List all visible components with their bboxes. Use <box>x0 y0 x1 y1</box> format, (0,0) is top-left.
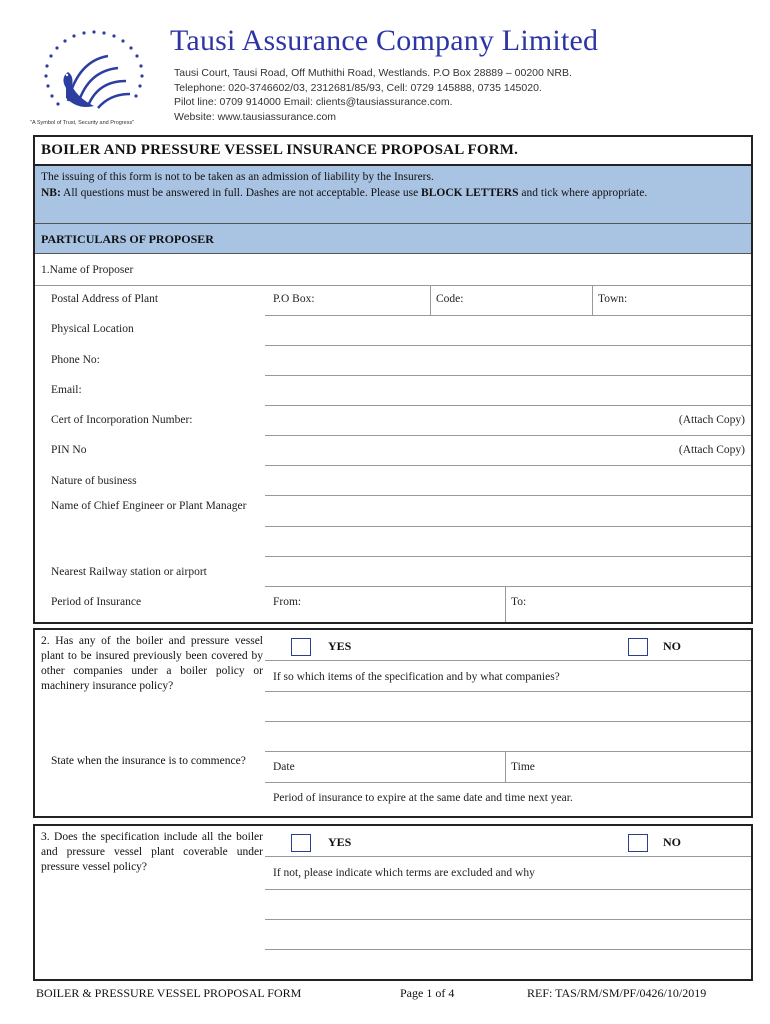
code-label: Code: <box>436 293 464 305</box>
name-label: 1.Name of Proposer <box>41 264 134 276</box>
section-title: PARTICULARS OF PROPOSER <box>35 224 751 254</box>
nb-label: NB: <box>41 187 61 199</box>
q3-input-line-3[interactable] <box>265 949 751 950</box>
q2-yes-label: YES <box>328 639 352 653</box>
letterhead <box>30 20 750 132</box>
q3-no-label: NO <box>663 835 681 849</box>
pin-input-line[interactable] <box>265 465 751 466</box>
peacock-logo-icon <box>38 26 150 126</box>
nature-input-line[interactable] <box>265 495 751 496</box>
question-2-section <box>33 628 753 818</box>
q3-yes-checkbox[interactable] <box>291 834 311 852</box>
railway-input-line[interactable] <box>265 586 751 587</box>
location-label: Physical Location <box>51 323 134 335</box>
question-3-section <box>33 824 753 981</box>
railway-label: Nearest Railway station or airport <box>51 566 207 578</box>
q2-text: 2. Has any of the boiler and pressure vessel plant to be insured previously been covered by other companies under a boiler policy or machinery insurance policy? <box>41 635 263 692</box>
location-input-line[interactable] <box>265 345 751 346</box>
chief-input-line-2[interactable] <box>265 556 751 557</box>
cert-input-line[interactable] <box>265 435 751 436</box>
chief-label: Name of Chief Engineer or Plant Manager <box>51 500 247 512</box>
commence-label: State when the insurance is to commence? <box>51 755 246 767</box>
phone-input-line[interactable] <box>265 375 751 376</box>
phone-line: Telephone: 020-3746602/03, 2312681/85/93, Cell: 0729 145888, 0735 145020. <box>174 81 542 94</box>
logo-tagline: "A Symbol of Trust, Security and Progress" <box>30 120 135 126</box>
notice-line-2 <box>41 185 745 201</box>
q2-input-line[interactable] <box>265 691 751 692</box>
postal-label: Postal Address of Plant <box>51 293 159 305</box>
cert-label: Cert of Incorporation Number: <box>51 414 193 426</box>
divider <box>505 586 506 622</box>
town-label: Town: <box>598 293 628 305</box>
company-logo <box>38 26 150 126</box>
footer-reference: REF: TAS/RM/SM/PF/0426/10/2019 <box>527 986 707 1000</box>
footer-form-name: BOILER & PRESSURE VESSEL PROPOSAL FORM <box>36 986 302 1000</box>
time-label: Time <box>511 761 535 773</box>
divider <box>430 285 431 315</box>
q2-followup: If so which items of the specification and by what companies? <box>273 671 560 683</box>
q3-input-line[interactable] <box>265 889 751 890</box>
attach-copy-note: (Attach Copy) <box>678 414 745 426</box>
q2-input-line-3[interactable] <box>265 751 751 752</box>
divider <box>505 751 506 782</box>
to-label: To: <box>511 596 527 608</box>
notice-box <box>35 166 751 224</box>
notice-line-1: The issuing of this form is not to be taken as an admission of liability by the Insurers. <box>41 171 434 183</box>
phone-label: Phone No: <box>51 354 100 366</box>
q3-no-checkbox[interactable] <box>628 834 648 852</box>
q3-yes-label: YES <box>328 835 352 849</box>
divider <box>265 660 751 661</box>
contact-block <box>174 66 572 124</box>
footer-page-number: Page 1 of 4 <box>400 986 455 1000</box>
q2-no-label: NO <box>663 639 681 653</box>
po-box-label: P.O Box: <box>273 293 315 305</box>
chief-input-line[interactable] <box>265 526 751 527</box>
from-label: From: <box>273 596 302 608</box>
q3-text: 3. Does the specification include all the boiler and pressure vessel plant coverable under pressure vessel policy? <box>41 831 263 873</box>
attach-copy-note: (Attach Copy) <box>678 444 745 456</box>
block-letters-label: BLOCK LETTERS <box>421 187 519 199</box>
postal-input-line[interactable] <box>265 315 751 316</box>
notice-text-end: and tick where appropriate. <box>518 187 648 199</box>
expire-note: Period of insurance to expire at the same date and time next year. <box>273 792 573 804</box>
q2-yes-checkbox[interactable] <box>291 638 311 656</box>
notice-text: All questions must be answered in full. Dashes are not acceptable. Please use <box>60 187 422 199</box>
divider <box>265 856 751 857</box>
nature-label: Nature of business <box>51 475 137 487</box>
period-label: Period of Insurance <box>51 596 142 608</box>
q3-input-line-2[interactable] <box>265 919 751 920</box>
proposer-section <box>33 135 753 624</box>
q2-input-line-2[interactable] <box>265 721 751 722</box>
email-input-line[interactable] <box>265 405 751 406</box>
divider <box>35 285 751 286</box>
q3-followup: If not, please indicate which terms are excluded and why <box>273 867 535 879</box>
divider <box>592 285 593 315</box>
date-input-line[interactable] <box>265 782 751 783</box>
address-line: Tausi Court, Tausi Road, Off Muthithi Road, Westlands. P.O Box 28889 – 00200 NRB. <box>174 67 572 79</box>
date-label: Date <box>273 761 295 773</box>
pilot-line: Pilot line: 0709 914000 Email: clients@tausiassurance.com. <box>174 96 453 108</box>
website-line: Website: www.tausiassurance.com <box>174 110 337 123</box>
form-title: BOILER AND PRESSURE VESSEL INSURANCE PROPOSAL FORM. <box>35 137 751 166</box>
pin-label: PIN No <box>51 444 87 456</box>
q2-no-checkbox[interactable] <box>628 638 648 656</box>
email-label: Email: <box>51 384 82 396</box>
company-name: Tausi Assurance Company Limited <box>170 24 599 57</box>
